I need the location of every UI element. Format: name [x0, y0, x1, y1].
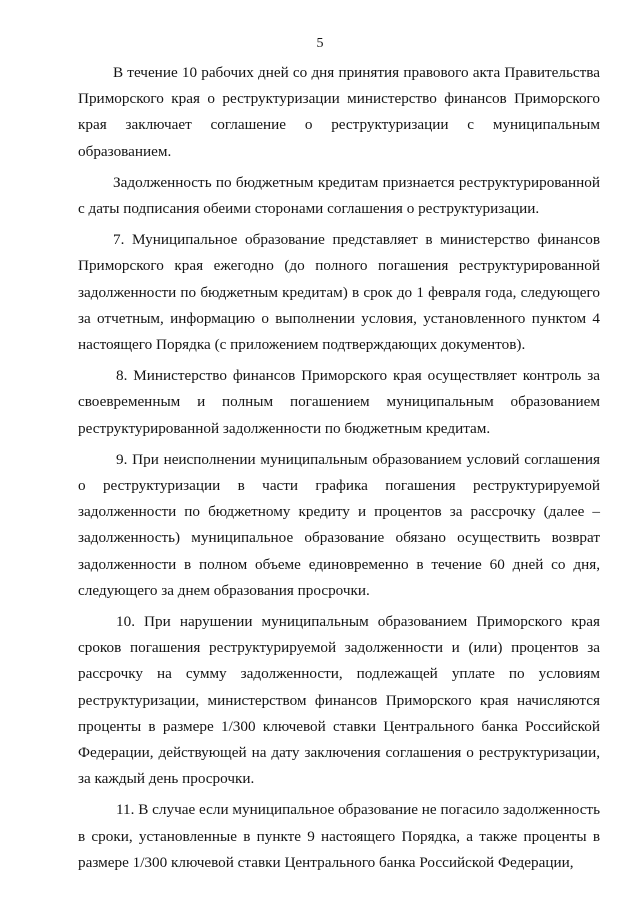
paragraph-item-8: 8. Министерство финансов Приморского края осуществляет контроль за своевременным и полным погашением муниципальным образованием реструктурированной задолженности по бюджетным кредитам.: [78, 367, 600, 437]
paragraph-item-11: 11. В случае если муниципальное образование не погасило задолженность в сроки, установленные в пункте 9 настоящего Порядка, а также проценты в размере 1/300 ключевой ставки Центрального банка Российской Федерации,: [78, 801, 600, 871]
paragraph-restructuring-agreement: В течение 10 рабочих дней со дня принятия правового акта Правительства Приморского края о реструктуризации министерство финансов Приморского края заключает соглашение о реструктуризации с муниципальным образованием.: [78, 64, 600, 160]
document-body: [78, 60, 600, 881]
page-number: 5: [316, 36, 324, 51]
paragraph-item-10: 10. При нарушении муниципальным образованием Приморского края сроков погашения реструктурируемой задолженности и (или) процентов за рассрочку на сумму задолженности, подлежащей уплате по условиям реструктуризации, министерством финансов Приморского края начисляются проценты в размере 1/300 ключевой ставки Центрального банка Российской Федерации, действующей на дату заключения соглашения о реструктуризации, за каждый день просрочки.: [78, 613, 600, 788]
paragraph-item-7: 7. Муниципальное образование представляет в министерство финансов Приморского края ежегодно (до полного погашения реструктурированной задолженности по бюджетным кредитам) в срок до 1 февраля года, следующего за отчетным, информацию о выполнении условия, установленного пунктом 4 настоящего Порядка (с приложением подтверждающих документов).: [78, 231, 600, 354]
paragraph-debt-recognition: Задолженность по бюджетным кредитам признается реструктурированной с даты подписания обеими сторонами соглашения о реструктуризации.: [78, 173, 600, 218]
paragraph-item-9: 9. При неисполнении муниципальным образованием условий соглашения о реструктуризации в части графика погашения реструктурируемой задолженности по бюджетному кредиту и процентов за рассрочку (далее – задолженность) муниципальное образование обязано осуществить возврат задолженности в полном объеме единовременно в течение 60 дней со дня, следующего за днем образования просрочки.: [78, 450, 600, 599]
